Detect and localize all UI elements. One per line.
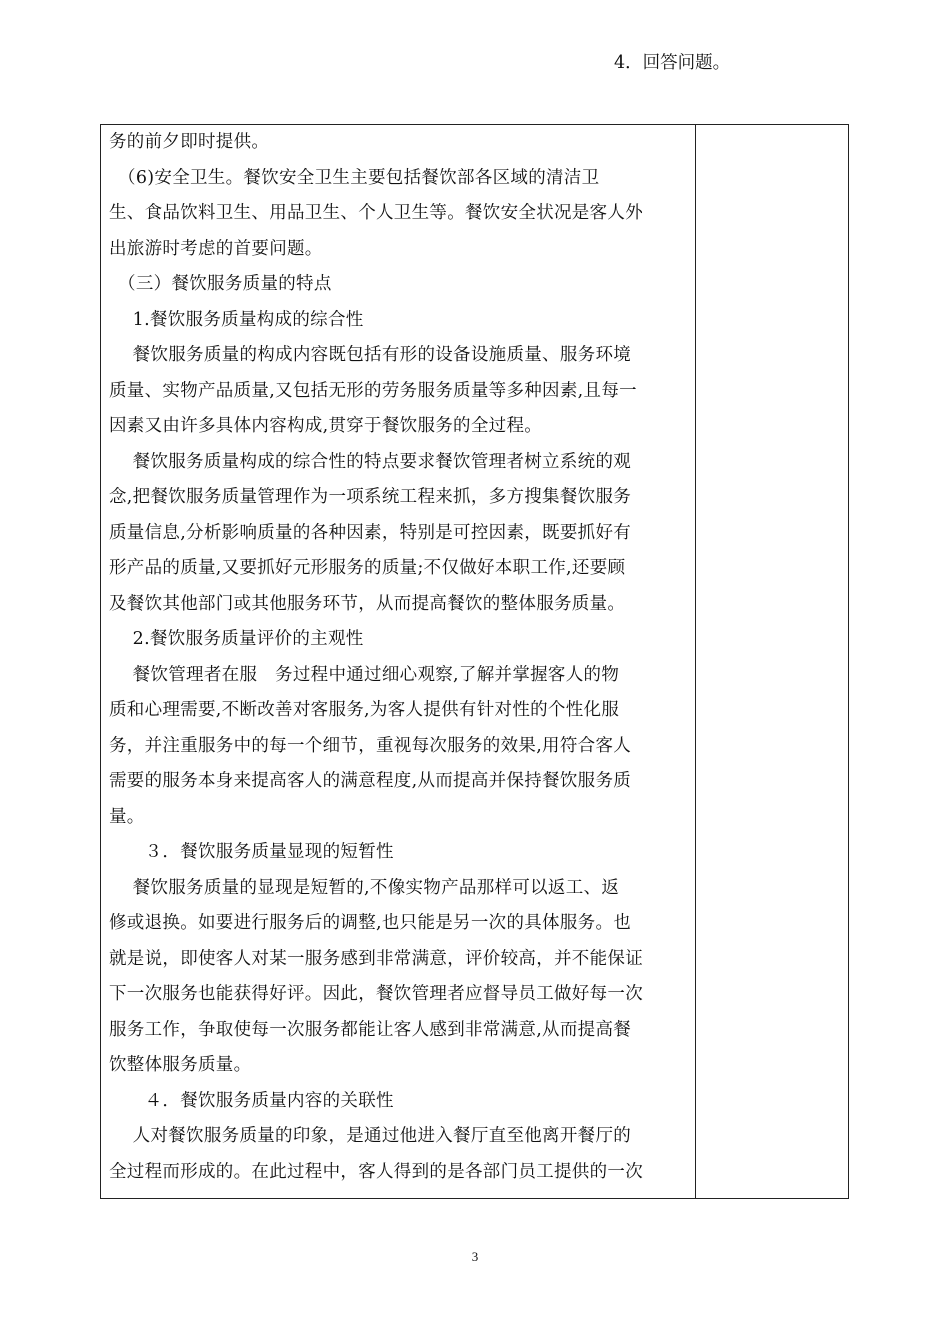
section-heading: （三）餐饮服务质量的特点 <box>109 274 332 294</box>
text-line: 餐饮管理者在服 务过程中通过细心观察,了解并掌握客人的物 <box>109 664 620 685</box>
text-line: 务，并注重服务中的每一个细节，重视每次服务的效果,用符合客人 <box>109 735 632 756</box>
subsection-heading: 2.餐饮服务质量评价的主观性 <box>109 629 364 649</box>
page-number: 3 <box>471 1249 479 1264</box>
text-line: 质和心理需要,不断改善对客服务,为客人提供有针对性的个性化服 <box>109 700 620 720</box>
subsection-heading: ４．餐饮服务质量内容的关联性 <box>109 1090 394 1111</box>
text-line: 餐饮服务质量的显现是短暂的,不像实物产品那样可以返工、返 <box>109 877 620 898</box>
text-line: 下一次服务也能获得好评。因此，餐饮管理者应督导员工做好每一次 <box>109 984 643 1004</box>
text-line: 饮整体服务质量。 <box>109 1055 252 1075</box>
text-line: 量。 <box>109 806 145 827</box>
text-line: 就是说，即使客人对某一服务感到非常满意，评价较高，并不能保证 <box>109 948 643 969</box>
text-line: 人对餐饮服务质量的印象，是通过他进入餐厅直至他离开餐厅的 <box>109 1126 632 1146</box>
text-line: 务的前夕即时提供。 <box>109 132 270 152</box>
lecture-content-cell <box>101 125 696 1198</box>
text-line: 念,把餐饮服务质量管理作为一项系统工程来抓，多方搜集餐饮服务 <box>109 487 632 507</box>
text-line: 因素又由许多具体内容构成,贯穿于餐饮服务的全过程。 <box>109 416 543 436</box>
text-line: （6)安全卫生。餐饮安全卫生主要包括餐饮部各区域的清洁卫 <box>109 167 600 188</box>
subsection-heading: 1.餐饮服务质量构成的综合性 <box>109 309 364 330</box>
text-line: 形产品的质量,又要抓好元形服务的质量;不仅做好本职工作,还要顾 <box>109 558 626 578</box>
activity-step: 4．回答问题。 <box>614 53 731 73</box>
text-line: 全过程而形成的。在此过程中，客人得到的是各部门员工提供的一次 <box>109 1161 643 1182</box>
text-line: 需要的服务本身来提高客人的满意程度,从而提高并保持餐饮服务质 <box>109 771 632 791</box>
content-table <box>100 124 849 1199</box>
activity-cell <box>696 125 848 1198</box>
text-line: 服务工作，争取使每一次服务都能让客人感到非常满意,从而提高餐 <box>109 1019 632 1040</box>
text-line: 餐饮服务质量构成的综合性的特点要求餐饮管理者树立系统的观 <box>109 451 632 472</box>
text-line: 餐饮服务质量的构成内容既包括有形的设备设施质量、服务环境 <box>109 345 632 365</box>
text-line: 修或退换。如要进行服务后的调整,也只能是另一次的具体服务。也 <box>109 913 632 933</box>
text-line: 质量信息,分析影响质量的各种因素，特别是可控因素，既要抓好有 <box>109 522 632 543</box>
text-line: 出旅游时考虑的首要问题。 <box>109 238 323 259</box>
text-line: 生、食品饮料卫生、用品卫生、个人卫生等。餐饮安全状况是客人外 <box>109 203 643 223</box>
subsection-heading: ３．餐饮服务质量显现的短暂性 <box>109 842 394 862</box>
text-line: 质量、实物产品质量,又包括无形的劳务服务质量等多种因素,且每一 <box>109 380 637 401</box>
text-line: 及餐饮其他部门或其他服务环节，从而提高餐饮的整体服务质量。 <box>109 593 626 614</box>
